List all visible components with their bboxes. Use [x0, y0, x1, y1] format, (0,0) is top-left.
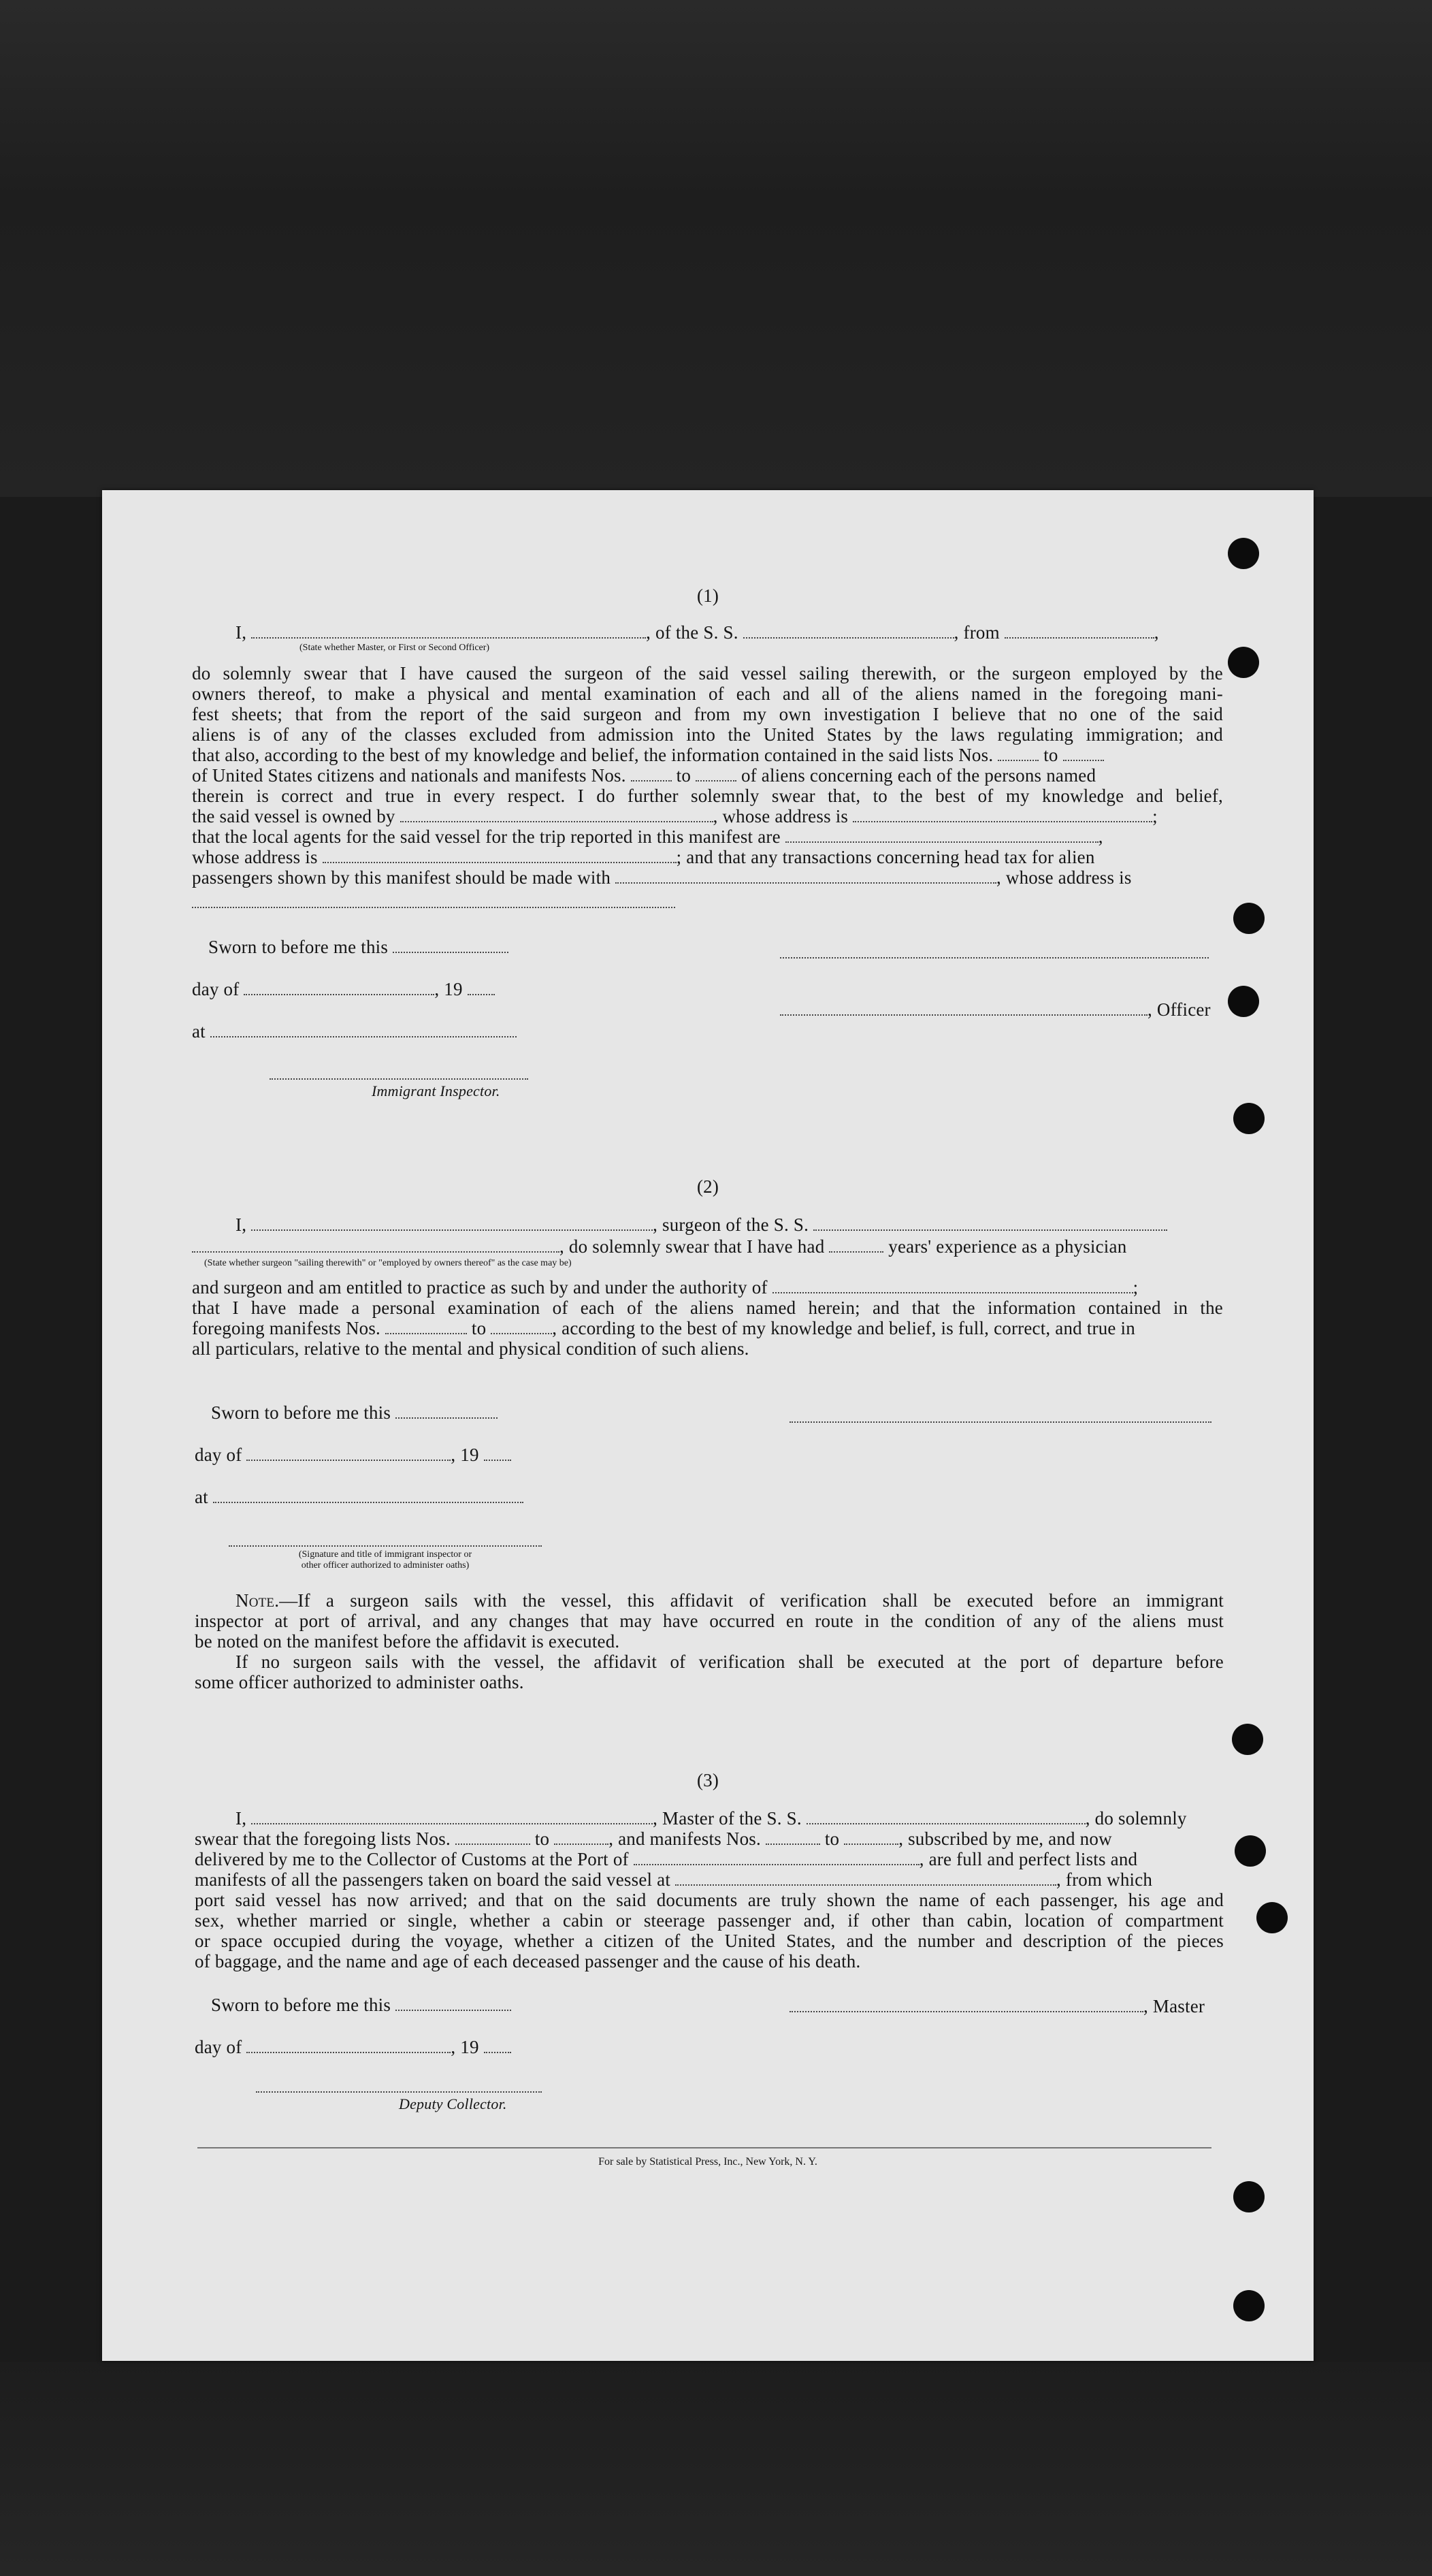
lists-from-field[interactable] [998, 747, 1039, 761]
section-2-day-of: day of , 19 [195, 1445, 511, 1465]
footer-rule [197, 2147, 1211, 2148]
section-3-line-6: sex, whether married or single, whether a cabin or steerage passenger and, if other than cabin, location of compartment [195, 1910, 1224, 1931]
officer-rank-field[interactable] [251, 625, 646, 639]
section-1-sworn: Sworn to before me this [208, 937, 508, 957]
section-2-number: (2) [696, 1176, 719, 1197]
master-day-field[interactable] [246, 2040, 451, 2053]
binder-hole [1228, 538, 1259, 569]
section-1-number: (1) [696, 585, 719, 606]
surgeon-manifests-to-field[interactable] [491, 1321, 552, 1334]
master-lists-to-field[interactable] [554, 1831, 608, 1845]
head-tax-address-field[interactable] [192, 905, 675, 908]
binder-hole [1233, 1103, 1265, 1134]
deputy-collector-signature-line[interactable] [256, 2090, 542, 2093]
section-1-text-1: do solemnly swear that I have caused the surgeon of the said vessel sailing therewith, or the surgeon employed by the [192, 663, 1223, 683]
note-line-5: some officer authorized to administer oaths. [195, 1672, 524, 1692]
authorized-officer-signature-line[interactable] [229, 1544, 542, 1547]
section-1-text-11: passengers shown by this manifest should be made with , whose address is [192, 867, 1132, 888]
sworn-date-field[interactable] [393, 939, 508, 953]
binder-hole [1228, 647, 1259, 678]
section-1-text-10: whose address is ; and that any transactions concerning head tax for alien [192, 847, 1095, 867]
surgeon-manifests-from-field[interactable] [385, 1321, 467, 1334]
surgeon-vessel-field[interactable] [813, 1217, 1167, 1231]
master-vessel-field[interactable] [807, 1811, 1086, 1824]
section-2-sworn: Sworn to before me this [211, 1402, 498, 1423]
surgeon-status-caption: (State whether surgeon "sailing therewith" or "employed by owners thereof" as the case may be) [204, 1258, 572, 1268]
scan-background-bottom [0, 2362, 1432, 2576]
inspector-signature-line[interactable] [270, 1077, 528, 1080]
place-field[interactable] [210, 1024, 517, 1037]
surgeon-year-field[interactable] [484, 1447, 511, 1461]
surgeon-place-field[interactable] [213, 1490, 523, 1503]
note-line-2: inspector at port of arrival, and any changes that may have occurred en route in the condition of any of the aliens must [195, 1611, 1224, 1631]
master-sworn-date-field[interactable] [395, 1997, 511, 2011]
section-3-line-5: port said vessel has now arrived; and that on the said documents are truly shown the name of each passenger, his age and [195, 1890, 1224, 1910]
binder-hole [1256, 1902, 1288, 1933]
authorized-officer-caption-1: (Signature and title of immigrant inspector or [298, 1549, 472, 1560]
officer-name-field[interactable] [780, 1002, 1148, 1016]
boarding-port-field[interactable] [675, 1872, 1056, 1886]
master-year-field[interactable] [484, 2040, 511, 2053]
section-1-text-4: aliens is of any of the classes excluded from admission into the United States by the laws regulating immigration; and [192, 724, 1223, 745]
section-1-text-6: of United States citizens and nationals and manifests Nos. to of aliens concerning each of the persons named [192, 765, 1096, 786]
binder-hole [1235, 1835, 1266, 1867]
section-1-line-1: I, , of the S. S. , from , [235, 622, 1159, 643]
vessel-name-field[interactable] [743, 625, 954, 639]
section-3-sworn: Sworn to before me this [211, 1995, 511, 2015]
surgeon-status-field[interactable] [192, 1239, 559, 1253]
head-tax-contact-field[interactable] [615, 870, 996, 884]
section-3-line-2: swear that the foregoing lists Nos. to , and manifests Nos. to , subscribed by me, and now [195, 1829, 1112, 1849]
section-2-line-4: that I have made a personal examination of each of the aliens named herein; and that the information contained in the [192, 1298, 1223, 1318]
section-3-day-of: day of , 19 [195, 2037, 511, 2057]
owner-address-field[interactable] [853, 809, 1152, 822]
section-3-line-3: delivered by me to the Collector of Customs at the Port of , are full and perfect lists and [195, 1849, 1138, 1869]
binder-hole [1228, 986, 1259, 1017]
note-line-4: If no surgeon sails with the vessel, the affidavit of verification shall be executed at the port of departure before [235, 1652, 1224, 1672]
lists-to-field[interactable] [1063, 747, 1104, 761]
master-lists-from-field[interactable] [455, 1831, 530, 1845]
day-of-month-field[interactable] [244, 982, 434, 995]
surgeon-day-field[interactable] [246, 1447, 451, 1461]
master-name-field[interactable] [251, 1811, 653, 1824]
section-3-line-8: of baggage, and the name and age of each deceased passenger and the cause of his death. [195, 1951, 861, 1971]
section-2-at: at [195, 1487, 523, 1507]
section-3-line-4: manifests of all the passengers taken on board the said vessel at , from which [195, 1869, 1153, 1890]
section-1-text-7: therein is correct and true in every respect. I do further solemnly swear that, to the best of my knowledge and belief, [192, 786, 1223, 806]
section-3-master: , Master [790, 1996, 1205, 2016]
section-2-line-1: I, , surgeon of the S. S. [235, 1214, 1167, 1235]
printer-footer: For sale by Statistical Press, Inc., New York, N. Y. [598, 2156, 817, 2168]
note-line-1: Note.—If a surgeon sails with the vessel, this affidavit of verification shall be executed before an immigrant [235, 1590, 1224, 1611]
section-1-text-9: that the local agents for the said vessel for the trip reported in this manifest are , [192, 826, 1103, 847]
authorized-officer-caption-2: other officer authorized to administer oaths) [301, 1560, 470, 1571]
section-1-text-8: the said vessel is owned by , whose address is ; [192, 806, 1158, 826]
officer-rank-caption: (State whether Master, or First or Second Officer) [299, 643, 490, 653]
deputy-collector-label: Deputy Collector. [399, 2095, 507, 2112]
master-manifests-to-field[interactable] [844, 1831, 898, 1845]
section-1-at: at [192, 1021, 517, 1042]
officer-signature-line[interactable] [780, 956, 1209, 959]
section-1-officer: , Officer [780, 999, 1211, 1020]
local-agents-field[interactable] [785, 829, 1099, 843]
binder-hole [1232, 1724, 1263, 1755]
agents-address-field[interactable] [323, 850, 677, 863]
years-experience-field[interactable] [829, 1239, 883, 1253]
section-1-text-3: fest sheets; that from the report of the said surgeon and from my own investigation I believe that no one of the said [192, 704, 1223, 724]
section-3-number: (3) [696, 1770, 719, 1790]
manifests-to-field[interactable] [696, 768, 736, 782]
section-2-line-6: all particulars, relative to the mental and physical condition of such aliens. [192, 1338, 749, 1359]
master-manifests-from-field[interactable] [766, 1831, 820, 1845]
section-3-line-7: or space occupied during the voyage, whether a citizen of the United States, and the number and description of the pieces [195, 1931, 1224, 1951]
section-2-line-5: foregoing manifests Nos. to , according to the best of my knowledge and belief, is full, correct, and true in [192, 1318, 1135, 1338]
immigrant-inspector-label: Immigrant Inspector. [372, 1082, 500, 1099]
binder-hole [1233, 2290, 1265, 2321]
surgeon-name-field[interactable] [251, 1217, 653, 1231]
note-line-3: be noted on the manifest before the affidavit is executed. [195, 1631, 620, 1652]
section-1-text-2: owners thereof, to make a physical and mental examination of each and all of the aliens named in the foregoing mani- [192, 683, 1223, 704]
manifest-affidavit-sheet [102, 490, 1314, 2361]
departure-port-field[interactable] [1005, 625, 1154, 639]
manifests-from-field[interactable] [631, 768, 672, 782]
binder-hole [1233, 2181, 1265, 2212]
master-signature-field[interactable] [790, 1999, 1143, 2012]
section-2-line-2: , do solemnly swear that I have had years' experience as a physician [192, 1236, 1126, 1257]
section-1-text-5: that also, according to the best of my knowledge and belief, the information contained in the said lists Nos. to [192, 745, 1104, 765]
surgeon-signature-line[interactable] [790, 1420, 1211, 1423]
section-2-line-3: and surgeon and am entitled to practice as such by and under the authority of ; [192, 1277, 1139, 1298]
surgeon-sworn-date-field[interactable] [395, 1405, 498, 1419]
year-field[interactable] [468, 982, 495, 995]
section-1-day-of: day of , 19 [192, 979, 495, 999]
authority-field[interactable] [772, 1280, 1133, 1293]
vessel-owner-field[interactable] [400, 809, 713, 822]
section-3-line-1: I, , Master of the S. S. , do solemnly [235, 1808, 1187, 1829]
arrival-port-field[interactable] [634, 1852, 920, 1865]
binder-hole [1233, 903, 1265, 934]
scan-background-top [0, 0, 1432, 497]
